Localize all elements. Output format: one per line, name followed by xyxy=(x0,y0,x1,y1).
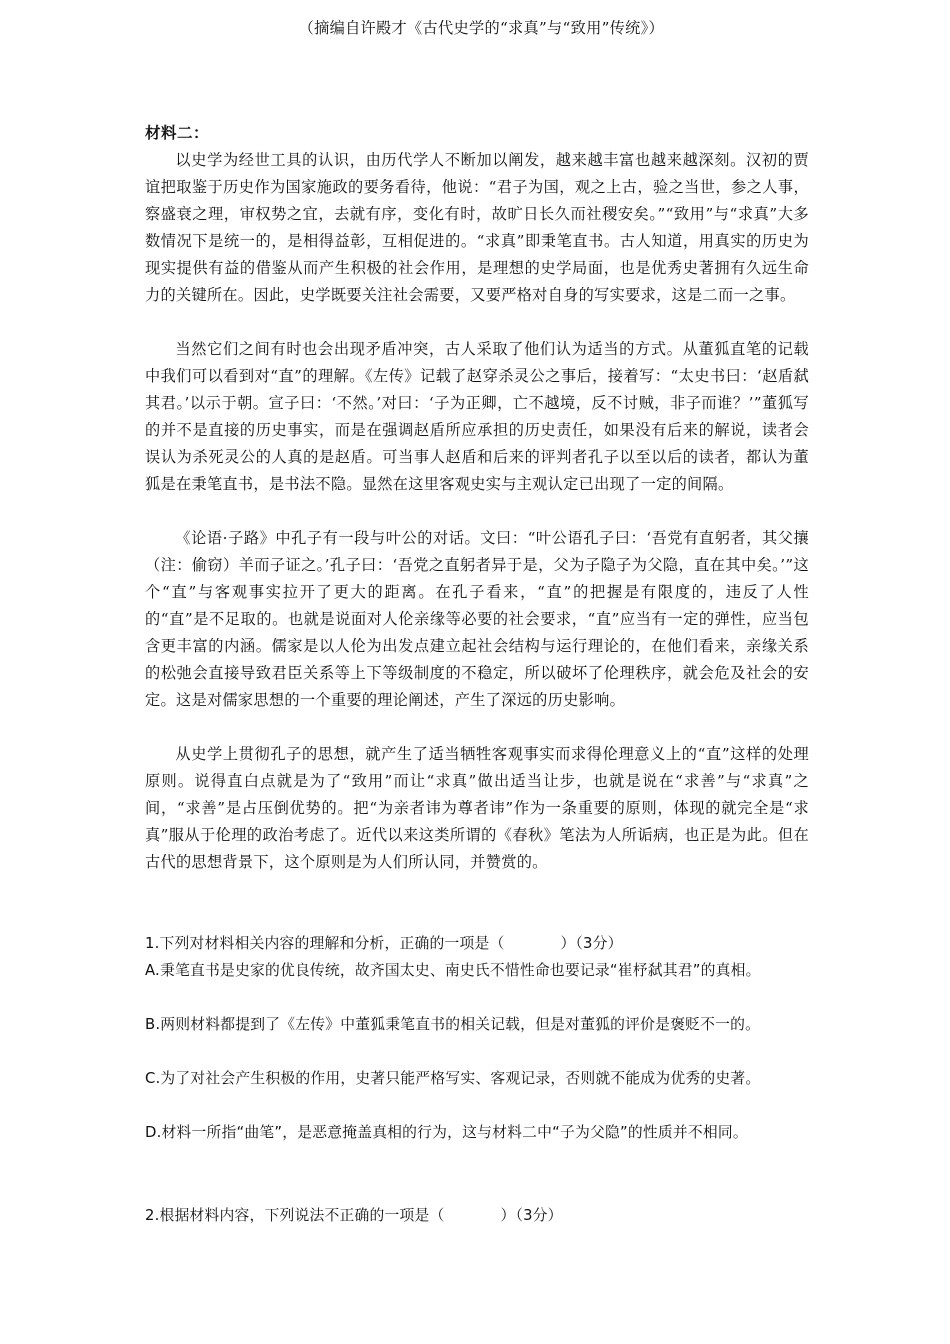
question-2 xyxy=(145,1202,809,1229)
question-2-score: ）（3分） xyxy=(500,1207,563,1224)
question-2-stem: 2.根据材料内容，下列说法不正确的一项是（ xyxy=(145,1207,445,1224)
paragraph-2: 当然它们之间有时也会出现矛盾冲突，古人采取了他们认为适当的方式。从董狐直笔的记载中我们可以看到对“直”的理解。《左传》记载了赵穿杀灵公之事后，接着写：“太史书曰：‘赵盾弑其君。’以示于朝。宣子曰：‘不然。’对曰：‘子为正卿，亡不越境，反不讨贼，非子而谁？’”董狐写的并不是直接的历史事实，而是在强调赵盾所应承担的历史责任，如果没有后来的解说，读者会误认为杀死灵公的人真的是赵盾。可当事人赵盾和后来的评判者孔子以至以后的读者，都认为董狐是在秉笔直书，是书法不隐。显然在这里客观史实与主观认定已出现了一定的间隔。 xyxy=(145,340,809,493)
option-b: B.两则材料都提到了《左传》中董狐秉笔直书的相关记载，但是对董狐的评价是褒贬不一的。 xyxy=(145,1016,761,1033)
paragraph-3: 《论语·子路》中孔子有一段与叶公的对话。文曰：“叶公语孔子曰：‘吾党有直躬者，其父攘（注：偷窃）羊而子证之。’孔子曰：‘吾党之直躬者异于是，父为子隐子为父隐，直在其中矣。’”这个“直”与客观事实拉开了更大的距离。在孔子看来，“直”的把握是有限度的，违反了人性的“直”是不足取的。也就是说面对人伦亲缘等必要的社会要求，“直”应当有一定的弹性，应当包含更丰富的内涵。儒家是以人伦为出发点建立起社会结构与运行理论的，在他们看来，亲缘关系的松弛会直接导致君臣关系等上下等级制度的不稳定，所以破坏了伦理秩序，就会危及社会的安定。这是对儒家思想的一个重要的理论阐述，产生了深远的历史影响。 xyxy=(145,529,809,709)
question-1 xyxy=(145,930,809,957)
option-c: C.为了对社会产生积极的作用，史著只能严格写实、客观记录，否则就不能成为优秀的史著。 xyxy=(145,1070,761,1087)
option-d: D.材料一所指“曲笔”，是恶意掩盖真相的行为，这与材料二中“子为父隐”的性质并不相同。 xyxy=(145,1124,748,1141)
question-1-score: ）（3分） xyxy=(560,935,623,952)
question-1-stem: 1.下列对材料相关内容的理解和分析，正确的一项是（ xyxy=(145,935,505,952)
paragraph-4: 从史学上贯彻孔子的思想，就产生了适当牺牲客观事实而求得伦理意义上的“直”这样的处理原则。说得直白点就是为了“致用”而让“求真”做出适当让步，也就是说在“求善”与“求真”之间，“求善”是占压倒优势的。把“为亲者讳为尊者讳”作为一条重要的原则，体现的就完全是“求真”服从于伦理的政治考虑了。近代以来这类所谓的《春秋》笔法为人所诟病，也正是为此。但在古代的思想背景下，这个原则是为人们所认同，并赞赏的。 xyxy=(145,745,810,871)
source-citation: （摘编自许殿才《古代史学的“求真”与“致用”传统》） xyxy=(298,19,664,38)
material-heading: 材料二： xyxy=(145,124,210,142)
option-a: A.秉笔直书是史家的优良传统，故齐国太史、南史氏不惜性命也要记录“崔杼弑其君”的真相。 xyxy=(145,962,761,979)
paragraph-1: 以史学为经世工具的认识，由历代学人不断加以阐发，越来越丰富也越来越深刻。汉初的贾谊把取鉴于历史作为国家施政的要务看待，他说：“君子为国，观之上古，验之当世，参之人事，察盛衰之理，审权势之宜，去就有序，变化有时，故旷日长久而社稷安矣。”“致用”与“求真”大多数情况下是统一的，是相得益彰，互相促进的。“求真”即秉笔直书。古人知道，用真实的历史为现实提供有益的借鉴从而产生积极的社会作用，是理想的史学局面，也是优秀史著拥有久远生命力的关键所在。因此，史学既要关注社会需要，又要严格对自身的写实要求，这是二而一之事。 xyxy=(145,151,809,304)
